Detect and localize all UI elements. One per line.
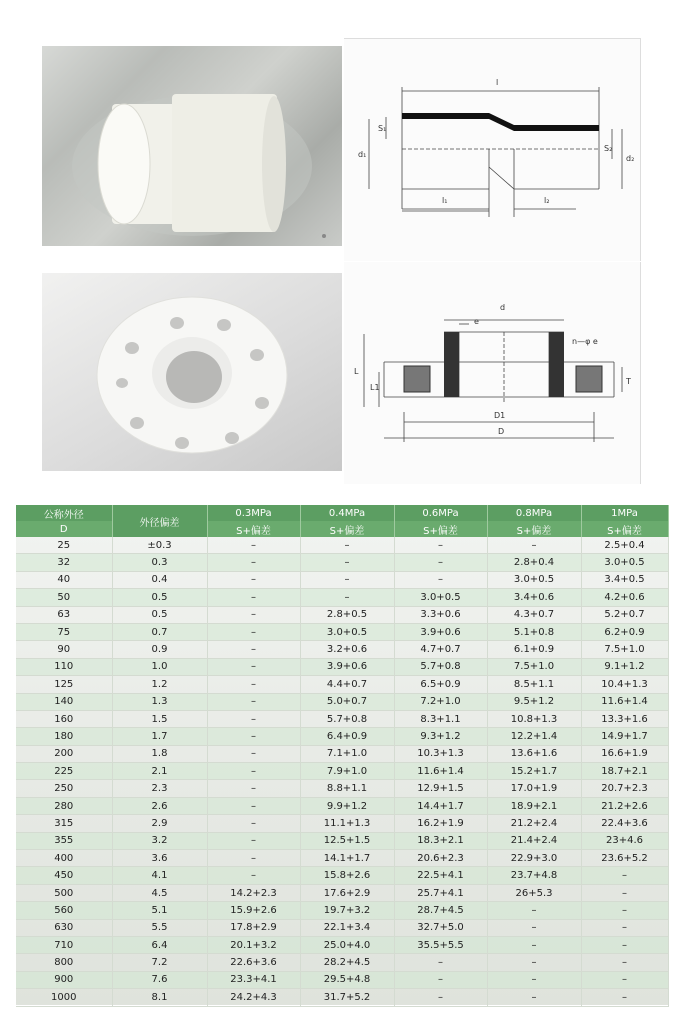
table-cell: 3.6: [112, 850, 207, 867]
table-cell: 450: [16, 867, 112, 884]
label-d: d: [500, 303, 506, 312]
table-cell: 800: [16, 954, 112, 971]
table-row: [16, 867, 668, 884]
table-cell: 5.2+0.7: [581, 606, 668, 623]
table-cell: 560: [16, 902, 112, 919]
header-0-4mpa: 0.4MPa: [300, 505, 394, 521]
table-cell: 22.5+4.1: [394, 867, 487, 884]
table-cell: 12.9+1.5: [394, 780, 487, 797]
table-cell: 8.3+1.1: [394, 710, 487, 727]
table-cell: 10.3+1.3: [394, 745, 487, 762]
label-T: T: [626, 377, 631, 386]
table-cell: –: [581, 919, 668, 936]
table-cell: 31.7+5.2: [300, 989, 394, 1006]
table-row: [16, 606, 668, 623]
table-cell: 0.5: [112, 606, 207, 623]
table-cell: 6.4: [112, 936, 207, 953]
table-cell: 1.5: [112, 710, 207, 727]
table-cell: –: [207, 867, 300, 884]
table-header-row: [16, 505, 668, 521]
table-cell: 7.1+1.0: [300, 745, 394, 762]
table-cell: 11.1+1.3: [300, 815, 394, 832]
table-cell: 710: [16, 936, 112, 953]
table-row: [16, 797, 668, 814]
table-row: [16, 989, 668, 1006]
table-cell: 4.2+0.6: [581, 589, 668, 606]
table-cell: –: [207, 589, 300, 606]
subheader-s: S+偏差: [300, 521, 394, 537]
label-n-phi-e: n—φ e: [572, 337, 598, 346]
table-cell: –: [487, 971, 581, 988]
table-cell: –: [581, 902, 668, 919]
table-cell: 5.5: [112, 919, 207, 936]
table-cell: 2.1: [112, 763, 207, 780]
table-cell: –: [207, 606, 300, 623]
table-row: [16, 902, 668, 919]
table-row: [16, 537, 668, 554]
table-cell: 3.0+0.5: [394, 589, 487, 606]
table-cell: 17.6+2.9: [300, 884, 394, 901]
flange-schematic: [344, 262, 640, 484]
table-cell: 630: [16, 919, 112, 936]
table-cell: –: [487, 936, 581, 953]
table-cell: 28.7+4.5: [394, 902, 487, 919]
label-L: L: [354, 367, 359, 376]
table-row: [16, 971, 668, 988]
table-cell: –: [207, 658, 300, 675]
table-cell: 1.8: [112, 745, 207, 762]
table-cell: 23.6+5.2: [581, 850, 668, 867]
table-cell: 5.1: [112, 902, 207, 919]
table-cell: 5.1+0.8: [487, 623, 581, 640]
table-cell: 0.9: [112, 641, 207, 658]
table-cell: 8.5+1.1: [487, 676, 581, 693]
table-cell: 14.9+1.7: [581, 728, 668, 745]
subheader-s: S+偏差: [581, 521, 668, 537]
table-cell: 13.6+1.6: [487, 745, 581, 762]
table-cell: –: [207, 623, 300, 640]
table-cell: 140: [16, 693, 112, 710]
table-cell: 3.2+0.6: [300, 641, 394, 658]
flange-drawing: [344, 262, 641, 484]
table-cell: –: [300, 554, 394, 571]
table-cell: 7.2+1.0: [394, 693, 487, 710]
table-cell: 8.1: [112, 989, 207, 1006]
label-s1: S₁: [378, 124, 387, 133]
table-cell: 125: [16, 676, 112, 693]
table-cell: –: [487, 989, 581, 1006]
label-l2: l₂: [544, 196, 550, 205]
table-cell: 4.1: [112, 867, 207, 884]
table-cell: –: [394, 537, 487, 554]
table-cell: –: [487, 537, 581, 554]
table-cell: –: [487, 954, 581, 971]
table-cell: 23.3+4.1: [207, 971, 300, 988]
table-row: [16, 658, 668, 675]
table-cell: 24.2+4.3: [207, 989, 300, 1006]
table-cell: 225: [16, 763, 112, 780]
header-od-tolerance: 外径偏差: [112, 505, 207, 537]
table-cell: –: [581, 884, 668, 901]
header-1mpa: 1MPa: [581, 505, 668, 521]
table-cell: –: [207, 641, 300, 658]
table-cell: 26+5.3: [487, 884, 581, 901]
table-cell: –: [207, 571, 300, 588]
table-cell: –: [394, 989, 487, 1006]
table-cell: 9.3+1.2: [394, 728, 487, 745]
subheader-d: D: [16, 521, 112, 537]
table-cell: 1.2: [112, 676, 207, 693]
header-0-3mpa: 0.3MPa: [207, 505, 300, 521]
table-cell: –: [207, 693, 300, 710]
table-cell: 19.7+3.2: [300, 902, 394, 919]
label-D1: D1: [494, 411, 506, 420]
table-cell: 10.4+1.3: [581, 676, 668, 693]
table-row: [16, 936, 668, 953]
table-cell: –: [581, 867, 668, 884]
label-l: l: [496, 78, 499, 87]
table-cell: 0.5: [112, 589, 207, 606]
table-cell: 5.7+0.8: [394, 658, 487, 675]
table-cell: 14.4+1.7: [394, 797, 487, 814]
table-cell: 3.0+0.5: [487, 571, 581, 588]
table-cell: 160: [16, 710, 112, 727]
label-e: e: [474, 317, 479, 326]
table-cell: 40: [16, 571, 112, 588]
table-cell: –: [394, 971, 487, 988]
label-L1: L1: [370, 383, 380, 392]
table-cell: –: [394, 554, 487, 571]
table-cell: –: [581, 936, 668, 953]
table-cell: –: [207, 797, 300, 814]
label-s2: S₂: [604, 144, 613, 153]
subheader-s: S+偏差: [394, 521, 487, 537]
header-nominal-diameter: 公称外径: [16, 505, 112, 521]
label-l1: l₁: [442, 196, 448, 205]
table-cell: –: [581, 989, 668, 1006]
table-cell: –: [581, 954, 668, 971]
table-row: [16, 745, 668, 762]
table-cell: 7.5+1.0: [487, 658, 581, 675]
table-cell: 9.1+1.2: [581, 658, 668, 675]
table-cell: –: [394, 571, 487, 588]
table-cell: 21.2+2.6: [581, 797, 668, 814]
flange-illustration: [42, 273, 342, 471]
table-cell: 1.7: [112, 728, 207, 745]
table-cell: –: [207, 710, 300, 727]
reducer-photo: [42, 46, 342, 246]
table-cell: 12.5+1.5: [300, 832, 394, 849]
table-cell: 25: [16, 537, 112, 554]
table-row: [16, 780, 668, 797]
table-cell: 200: [16, 745, 112, 762]
table-row: [16, 919, 668, 936]
table-cell: 13.3+1.6: [581, 710, 668, 727]
table-cell: 16.2+1.9: [394, 815, 487, 832]
table-cell: 63: [16, 606, 112, 623]
table-cell: 110: [16, 658, 112, 675]
table-cell: 32: [16, 554, 112, 571]
table-cell: 15.8+2.6: [300, 867, 394, 884]
table-cell: 2.8+0.5: [300, 606, 394, 623]
table-cell: 18.9+2.1: [487, 797, 581, 814]
table-cell: 18.3+2.1: [394, 832, 487, 849]
table-cell: 23.7+4.8: [487, 867, 581, 884]
reducer-schematic: [344, 39, 640, 261]
table-cell: 16.6+1.9: [581, 745, 668, 762]
table-cell: 1.0: [112, 658, 207, 675]
table-cell: 2.8+0.4: [487, 554, 581, 571]
table-cell: 15.2+1.7: [487, 763, 581, 780]
table-cell: 7.6: [112, 971, 207, 988]
table-cell: 3.9+0.6: [394, 623, 487, 640]
spec-table-container: [16, 505, 668, 1005]
header-0-6mpa: 0.6MPa: [394, 505, 487, 521]
table-cell: 29.5+4.8: [300, 971, 394, 988]
table-cell: –: [300, 589, 394, 606]
table-cell: 6.1+0.9: [487, 641, 581, 658]
table-cell: –: [207, 676, 300, 693]
table-cell: 22.4+3.6: [581, 815, 668, 832]
table-cell: 18.7+2.1: [581, 763, 668, 780]
reducer-drawing: [344, 38, 641, 261]
table-cell: 35.5+5.5: [394, 936, 487, 953]
table-cell: 50: [16, 589, 112, 606]
table-cell: 21.4+2.4: [487, 832, 581, 849]
table-cell: 3.9+0.6: [300, 658, 394, 675]
subheader-s: S+偏差: [487, 521, 581, 537]
table-row: [16, 815, 668, 832]
table-cell: 0.4: [112, 571, 207, 588]
table-row: [16, 884, 668, 901]
table-cell: 4.4+0.7: [300, 676, 394, 693]
table-cell: 180: [16, 728, 112, 745]
table-cell: –: [487, 902, 581, 919]
table-cell: 6.5+0.9: [394, 676, 487, 693]
table-cell: 9.9+1.2: [300, 797, 394, 814]
subheader-s: S+偏差: [207, 521, 300, 537]
table-row: [16, 623, 668, 640]
table-cell: 20.1+3.2: [207, 936, 300, 953]
table-cell: 12.2+1.4: [487, 728, 581, 745]
table-cell: 250: [16, 780, 112, 797]
table-cell: 11.6+1.4: [394, 763, 487, 780]
table-cell: –: [394, 954, 487, 971]
table-cell: 22.6+3.6: [207, 954, 300, 971]
table-cell: 90: [16, 641, 112, 658]
table-cell: –: [207, 832, 300, 849]
table-row: [16, 728, 668, 745]
table-cell: –: [207, 728, 300, 745]
table-cell: 6.4+0.9: [300, 728, 394, 745]
reducer-illustration: [42, 46, 342, 246]
table-row: [16, 710, 668, 727]
table-cell: 20.6+2.3: [394, 850, 487, 867]
table-row: [16, 676, 668, 693]
table-cell: 2.6: [112, 797, 207, 814]
table-cell: 3.2: [112, 832, 207, 849]
table-cell: 11.6+1.4: [581, 693, 668, 710]
table-cell: 28.2+4.5: [300, 954, 394, 971]
table-cell: 20.7+2.3: [581, 780, 668, 797]
table-cell: –: [581, 971, 668, 988]
table-cell: –: [207, 815, 300, 832]
table-row: [16, 954, 668, 971]
table-cell: 4.3+0.7: [487, 606, 581, 623]
label-d2: d₂: [626, 154, 635, 163]
table-cell: –: [487, 919, 581, 936]
table-cell: 0.7: [112, 623, 207, 640]
table-cell: 3.4+0.5: [581, 571, 668, 588]
table-cell: 280: [16, 797, 112, 814]
table-cell: 7.2: [112, 954, 207, 971]
table-cell: 6.2+0.9: [581, 623, 668, 640]
table-cell: 3.0+0.5: [300, 623, 394, 640]
table-row: [16, 554, 668, 571]
table-row: [16, 641, 668, 658]
table-cell: 3.4+0.6: [487, 589, 581, 606]
table-cell: 9.5+1.2: [487, 693, 581, 710]
table-cell: –: [207, 780, 300, 797]
table-row: [16, 832, 668, 849]
table-row: [16, 850, 668, 867]
flange-photo: [42, 273, 342, 471]
table-cell: 4.5: [112, 884, 207, 901]
table-cell: 7.5+1.0: [581, 641, 668, 658]
table-cell: 22.1+3.4: [300, 919, 394, 936]
table-cell: –: [207, 850, 300, 867]
table-cell: 5.0+0.7: [300, 693, 394, 710]
table-cell: 315: [16, 815, 112, 832]
table-cell: 400: [16, 850, 112, 867]
table-cell: 17.8+2.9: [207, 919, 300, 936]
table-cell: 14.1+1.7: [300, 850, 394, 867]
table-cell: 2.3: [112, 780, 207, 797]
table-cell: 23+4.6: [581, 832, 668, 849]
table-cell: 2.9: [112, 815, 207, 832]
table-cell: 21.2+2.4: [487, 815, 581, 832]
table-cell: –: [207, 763, 300, 780]
table-cell: 500: [16, 884, 112, 901]
table-cell: ±0.3: [112, 537, 207, 554]
table-row: [16, 571, 668, 588]
table-cell: 5.7+0.8: [300, 710, 394, 727]
table-cell: –: [300, 571, 394, 588]
table-cell: 14.2+2.3: [207, 884, 300, 901]
table-row: [16, 763, 668, 780]
label-D: D: [498, 427, 505, 436]
table-cell: 4.7+0.7: [394, 641, 487, 658]
table-row: [16, 589, 668, 606]
table-cell: 17.0+1.9: [487, 780, 581, 797]
table-cell: 900: [16, 971, 112, 988]
table-cell: 22.9+3.0: [487, 850, 581, 867]
table-cell: –: [207, 537, 300, 554]
table-cell: –: [207, 554, 300, 571]
table-cell: 75: [16, 623, 112, 640]
table-cell: 10.8+1.3: [487, 710, 581, 727]
table-cell: 15.9+2.6: [207, 902, 300, 919]
header-0-8mpa: 0.8MPa: [487, 505, 581, 521]
table-cell: 2.5+0.4: [581, 537, 668, 554]
table-row: [16, 693, 668, 710]
table-cell: 25.0+4.0: [300, 936, 394, 953]
table-cell: 3.0+0.5: [581, 554, 668, 571]
spec-table-body: [16, 537, 668, 1006]
table-cell: 1000: [16, 989, 112, 1006]
label-d1: d₁: [358, 150, 367, 159]
table-cell: 25.7+4.1: [394, 884, 487, 901]
table-cell: 1.3: [112, 693, 207, 710]
table-cell: –: [207, 745, 300, 762]
table-cell: 0.3: [112, 554, 207, 571]
spec-table: [16, 505, 669, 1007]
table-cell: 355: [16, 832, 112, 849]
table-cell: 8.8+1.1: [300, 780, 394, 797]
table-cell: 7.9+1.0: [300, 763, 394, 780]
table-cell: –: [300, 537, 394, 554]
table-cell: 32.7+5.0: [394, 919, 487, 936]
table-cell: 3.3+0.6: [394, 606, 487, 623]
